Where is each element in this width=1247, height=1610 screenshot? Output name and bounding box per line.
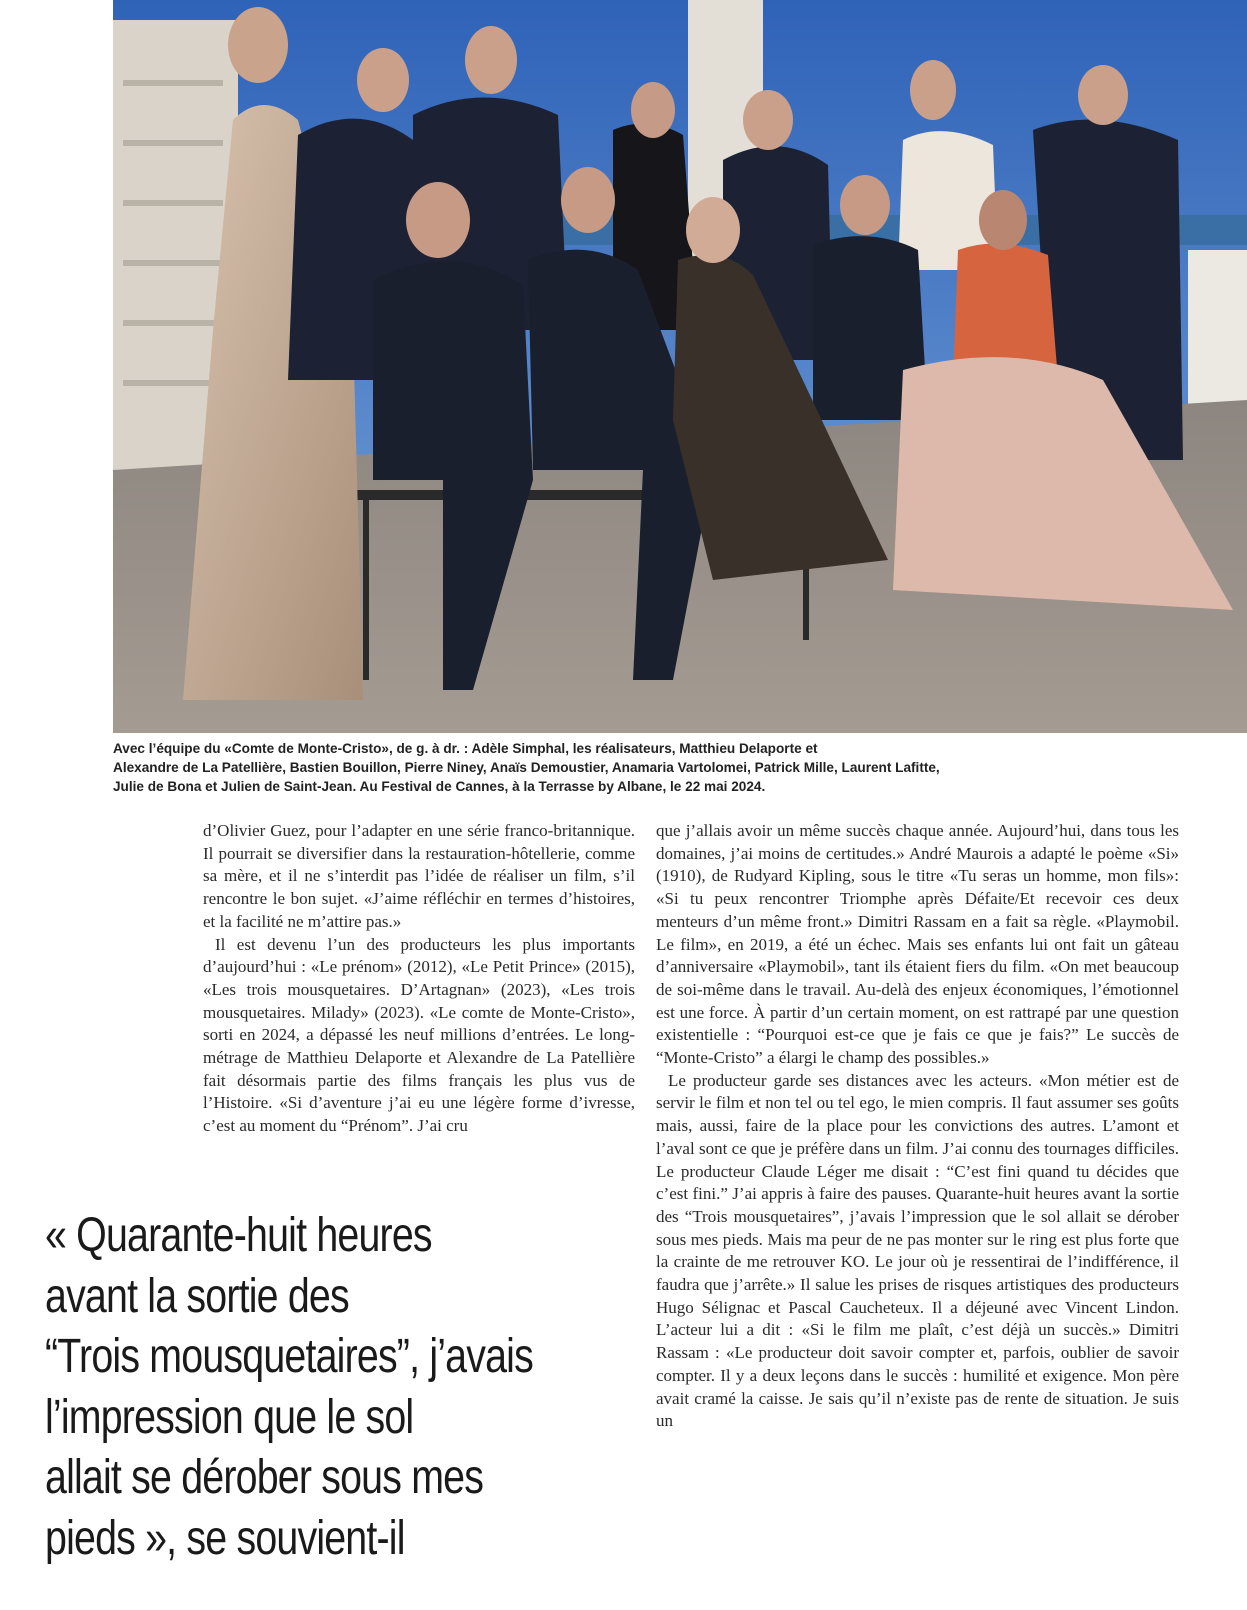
caption-line: Julie de Bona et Julien de Saint-Jean. Au Festival de Cannes, à la Terrasse by Albane, le 22 mai 2024. — [113, 779, 766, 794]
article-column-right — [656, 820, 1179, 1433]
article-paragraph: que j’allais avoir un même succès chaque année. Aujourd’hui, dans tous les domaines, j’ai moins de certitudes.» André Maurois a adapté le poème «Si» (1910), de Rudyard Kipling, sous le titre «Tu seras un homme, mon fils»: «Si tu peux rencontrer Triomphe après Défaite/Et recevoir ces deux menteurs d’un même front.» Dimitri Rassam en a fait sa règle. «Playmobil. Le film», en 2019, a été un échec. Mais ses enfants lui ont fait un gâteau d’anniversaire «Playmobil», tant ils étaient fiers du film. «On met beaucoup de soi-même dans le travail. Au-delà des enjeux économiques, l’émotionnel est une force. À partir d’un certain moment, on est rattrapé par une question existentielle : “Pourquoi est-ce que je fais ce que je fais?” Le succès de “Monte-Cristo” a élargi le champ des possibles.» — [656, 821, 1179, 1068]
article-paragraph: Il est devenu l’un des producteurs les plus importants d’aujourd’hui : «Le prénom» (2012), «Le Petit Prince» (2015), «Les trois mousquetaires. D’Artagnan» (2023), «Les trois mousquetaires. Milady» (2023). «Le comte de Monte-Cristo», sorti en 2024, a dépassé les neuf millions d’entrées. Le long-métrage de Matthieu Delaporte et Alexandre de La Patellière fait désormais partie des films français les plus vus de l’Histoire. «Si d’aventure j’ai eu une légère forme d’ivresse, c’est au moment du “Prénom”. J’ai cru — [203, 934, 635, 1136]
caption-line: Alexandre de La Patellière, Bastien Bouillon, Pierre Niney, Anaïs Demoustier, Anamaria Vartolomei, Patrick Mille, Laurent Lafitte, — [113, 760, 940, 775]
pull-quote-line: l’impression que le sol — [45, 1390, 414, 1444]
caption-line: Avec l’équipe du «Comte de Monte-Cristo», de g. à dr. : Adèle Simphal, les réalisateurs, Matthieu Delaporte et — [113, 741, 818, 756]
group-photo — [113, 0, 1247, 733]
group-photo-illustration — [113, 0, 1247, 733]
article-column-left — [203, 820, 635, 1138]
pull-quote-line: allait se dérober sous mes — [45, 1451, 484, 1504]
pull-quote-line: avant la sortie des — [45, 1269, 349, 1323]
pull-quote-line: pieds », se souvient-il — [45, 1511, 405, 1565]
pull-quote-line: « Quarante-huit heures — [45, 1209, 432, 1262]
photo-caption — [113, 739, 1213, 796]
pull-quote — [45, 1206, 537, 1569]
article-paragraph: d’Olivier Guez, pour l’adapter en une série franco-britannique. Il pourrait se diversifier dans la restauration-hôtellerie, comme sa mère, et il ne s’interdit pas l’idée de réaliser un film, s’il rencontre le bon sujet. «J’aime réfléchir en termes d’histoires, et la facilité ne m’attire pas.» — [203, 821, 635, 931]
pull-quote-line: “Trois mousquetaires”, j’avais — [45, 1330, 533, 1383]
article-paragraph: Le producteur garde ses distances avec les acteurs. «Mon métier est de servir le film et non tel ou tel ego, le mien compris. Il faut assumer ses goûts mais, aussi, faire de la place pour les convictions des autres. L’amont et l’aval sont ce que je préfère dans un film. J’ai connu des tournages difficiles. Le producteur Claude Léger me disait : “C’est fini quand tu décides que c’est fini.” J’ai appris à faire des pauses. Quarante-huit heures avant la sortie des “Trois mousquetaires”, j’avais l’impression que le sol allait se dérober sous mes pieds. Mais ma peur de ne pas monter sur le ring est plus forte que la crainte de me retrouver KO. Le jour où je ressentirai de l’indifférence, il faudra que j’arrête.» Il salue les prises de risques artistiques des producteurs Hugo Sélignac et Pascal Caucheteux. Il a déjeuné avec Vincent Lindon. L’acteur lui a dit : «Si le film me plaît, c’est déjà un succès.» Dimitri Rassam : «Le producteur doit savoir compter et, parfois, oublier de savoir compter. Il y a deux leçons dans le succès : humilité et exigence. Mon père avait cramé la caisse. Je sais qu’il n’existe pas de rente de situation. Je suis un — [656, 1070, 1179, 1431]
